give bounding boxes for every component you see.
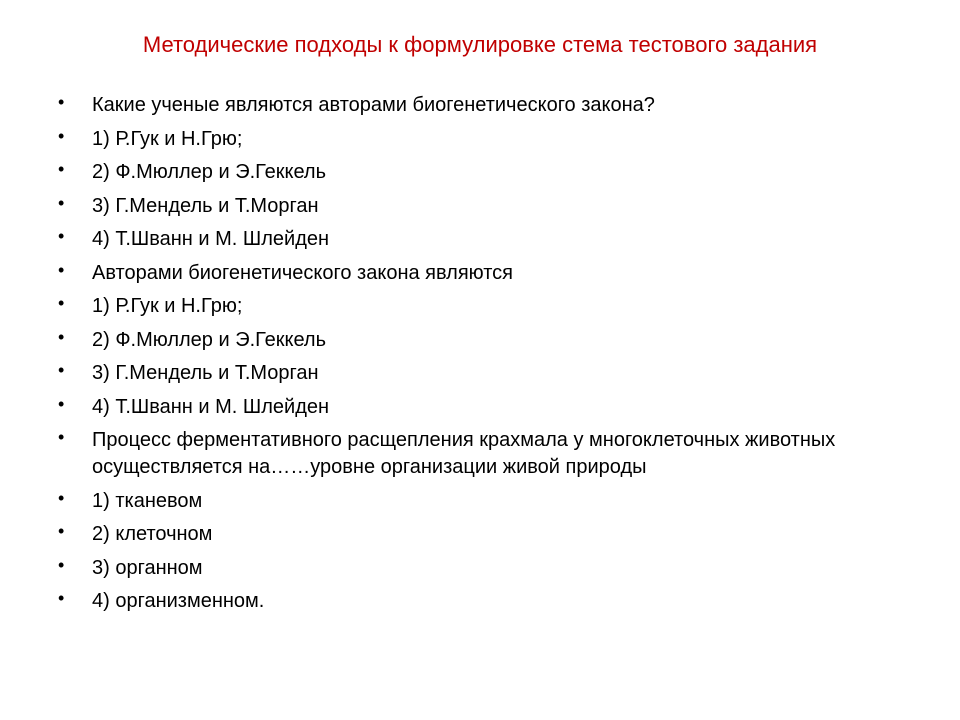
list-item xyxy=(58,394,918,421)
bullet-icon: • xyxy=(58,521,65,541)
list-item-text: 1) тканевом xyxy=(92,489,203,512)
list-item-text: 3) Г.Мендель и Т.Морган xyxy=(92,194,319,217)
bullet-icon: • xyxy=(58,360,65,380)
list-item xyxy=(58,92,918,119)
list-item xyxy=(58,193,918,220)
list-item-text: 4) Т.Шванн и М. Шлейден xyxy=(92,228,330,250)
list-item-text: 3) органном xyxy=(92,556,203,579)
list-item-text: 1) Р.Гук и Н.Грю; xyxy=(92,127,243,150)
bullet-icon: • xyxy=(58,588,65,608)
bullet-icon: • xyxy=(58,159,65,179)
bullet-icon: • xyxy=(58,192,65,213)
list-item xyxy=(58,427,918,481)
bullet-icon: • xyxy=(58,226,65,246)
list-item xyxy=(58,226,918,253)
list-item xyxy=(58,260,918,287)
list-item xyxy=(58,159,918,186)
slide-title: Методические подходы к формулировке стема тестового задания xyxy=(142,32,818,57)
bullet-icon: • xyxy=(58,427,65,447)
list-item-text: 3) Г.Мендель и Т.Морган xyxy=(92,362,319,384)
bullet-icon: • xyxy=(58,554,65,575)
bullet-icon: • xyxy=(58,326,65,347)
bullet-icon: • xyxy=(58,125,65,146)
bullet-icon: • xyxy=(58,259,65,280)
list-item xyxy=(58,488,918,515)
bullet-icon: • xyxy=(58,92,65,112)
list-item-text: Процесс ферментативного расщепления крахмала у многоклеточных животных осуществляется на……уровне организации живой природы xyxy=(92,429,836,478)
list-item-text: 2) клеточном xyxy=(92,523,213,545)
list-item xyxy=(58,521,918,548)
list-item xyxy=(58,360,918,387)
list-item-text: 2) Ф.Мюллер и Э.Геккель xyxy=(92,328,327,351)
list-item-text: 1) Р.Гук и Н.Грю; xyxy=(92,295,243,317)
bullet-icon: • xyxy=(58,393,65,414)
bullet-icon: • xyxy=(58,487,65,508)
bullet-list xyxy=(58,92,918,622)
list-item xyxy=(58,293,918,320)
list-item-text: Какие ученые являются авторами биогенетического закона? xyxy=(92,94,655,116)
list-item xyxy=(58,327,918,354)
bullet-icon: • xyxy=(58,293,65,313)
list-item xyxy=(58,588,918,615)
list-item-text: Авторами биогенетического закона являются xyxy=(92,261,513,284)
list-item-text: 4) Т.Шванн и М. Шлейден xyxy=(92,395,330,418)
list-item xyxy=(58,126,918,153)
list-item-text: 2) Ф.Мюллер и Э.Геккель xyxy=(92,161,327,183)
list-item-text: 4) организменном. xyxy=(92,590,265,612)
list-item xyxy=(58,555,918,582)
